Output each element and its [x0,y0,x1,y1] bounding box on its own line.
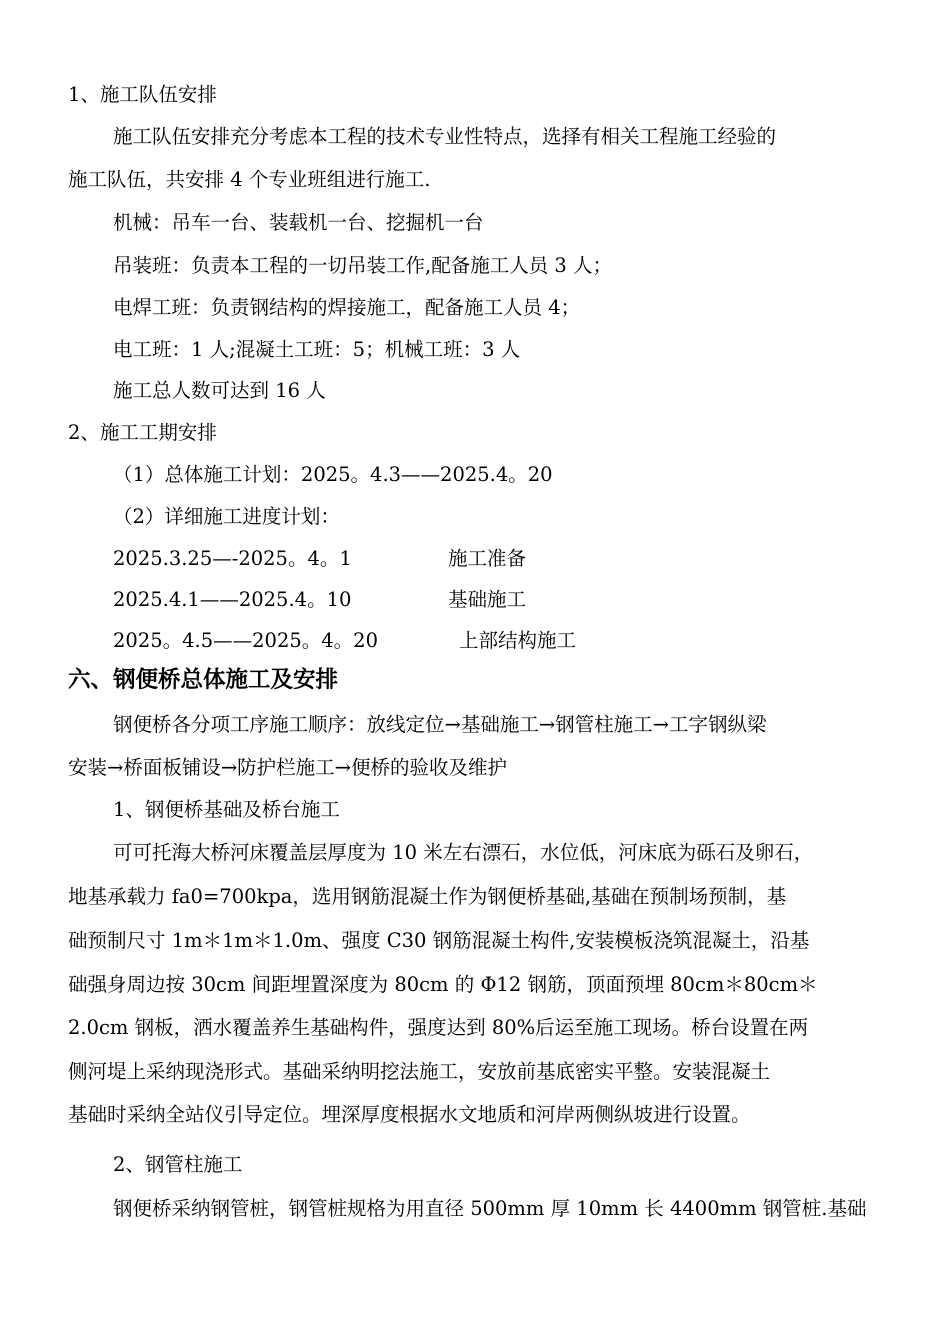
total-workers-line: 施工总人数可达到 16 人 [113,379,326,402]
crews-line: 电工班：1 人;混凝土工班：5；机械工班：3 人 [113,338,521,361]
schedule-task: 基础施工 [448,588,527,611]
paragraph-line: 安装→桥面板铺设→防护栏施工→便桥的验收及维护 [68,756,508,779]
paragraph-line: 基础时采纳全站仪引导定位。埋深厚度根据水文地质和河岸两侧纵坡进行设置。 [68,1103,751,1126]
paragraph-line: 侧河堤上采纳现浇形式。基础采纳明挖法施工，安放前基底密实平整。安装混凝土 [68,1060,771,1083]
section-heading-schedule: 2、施工工期安排 [68,421,217,444]
paragraph-line: 钢便桥各分项工序施工顺序：放线定位→基础施工→钢管柱施工→工字钢纵梁 [113,713,767,736]
paragraph-line: 施工队伍安排充分考虑本工程的技术专业性特点，选择有相关工程施工经验的 [113,125,777,148]
machinery-line: 机械：吊车一台、装载机一台、挖掘机一台 [113,211,484,234]
schedule-task: 施工准备 [448,547,527,570]
schedule-dates: 2025。4.5——2025。4。20 [113,629,378,652]
subsection-heading: 2、钢管柱施工 [113,1153,243,1176]
schedule-dates: 2025.4.1——2025.4。10 [113,588,352,611]
hoist-crew-line: 吊装班：负责本工程的一切吊装工作,配备施工人员 3 人； [113,254,613,277]
chapter-heading: 六、钢便桥总体施工及安排 [68,667,339,693]
paragraph-line: 可可托海大桥河床覆盖层厚度为 10 米左右漂石，水位低，河床底为砾石及卵石， [113,841,814,864]
paragraph-line: 础强身周边按 30cm 间距埋置深度为 80cm 的 Φ12 钢筋，顶面预埋 80cm＊80cm＊ [68,973,818,996]
overall-plan-line: （1）总体施工计划：2025。4.3——2025.4。20 [113,463,553,486]
schedule-task: 上部结构施工 [459,629,577,652]
welding-crew-line: 电焊工班：负责钢结构的焊接施工，配备施工人员 4； [113,296,581,319]
section-heading-team: 1、施工队伍安排 [68,83,217,106]
paragraph-line: 施工队伍，共安排 4 个专业班组进行施工. [68,168,431,191]
paragraph-line: 础预制尺寸 1m＊1m＊1.0m、强度 C30 钢筋混凝土构件,安装模板浇筑混凝土，沿基 [68,929,810,952]
detail-plan-line: （2）详细施工进度计划： [113,505,340,528]
paragraph-line: 地基承载力 fa0=700kpa，选用钢筋混凝土作为钢便桥基础,基础在预制场预制，基 [68,885,787,908]
paragraph-line: 钢便桥采纳钢管桩，钢管桩规格为用直径 500mm 厚 10mm 长 4400mm 钢管桩.基础 [113,1197,867,1220]
subsection-heading: 1、钢便桥基础及桥台施工 [113,798,340,821]
schedule-dates: 2025.3.25—-2025。4。1 [113,547,352,570]
paragraph-line: 2.0cm 钢板，洒水覆盖养生基础构件，强度达到 80%后运至施工现场。桥台设置在两 [68,1016,809,1039]
